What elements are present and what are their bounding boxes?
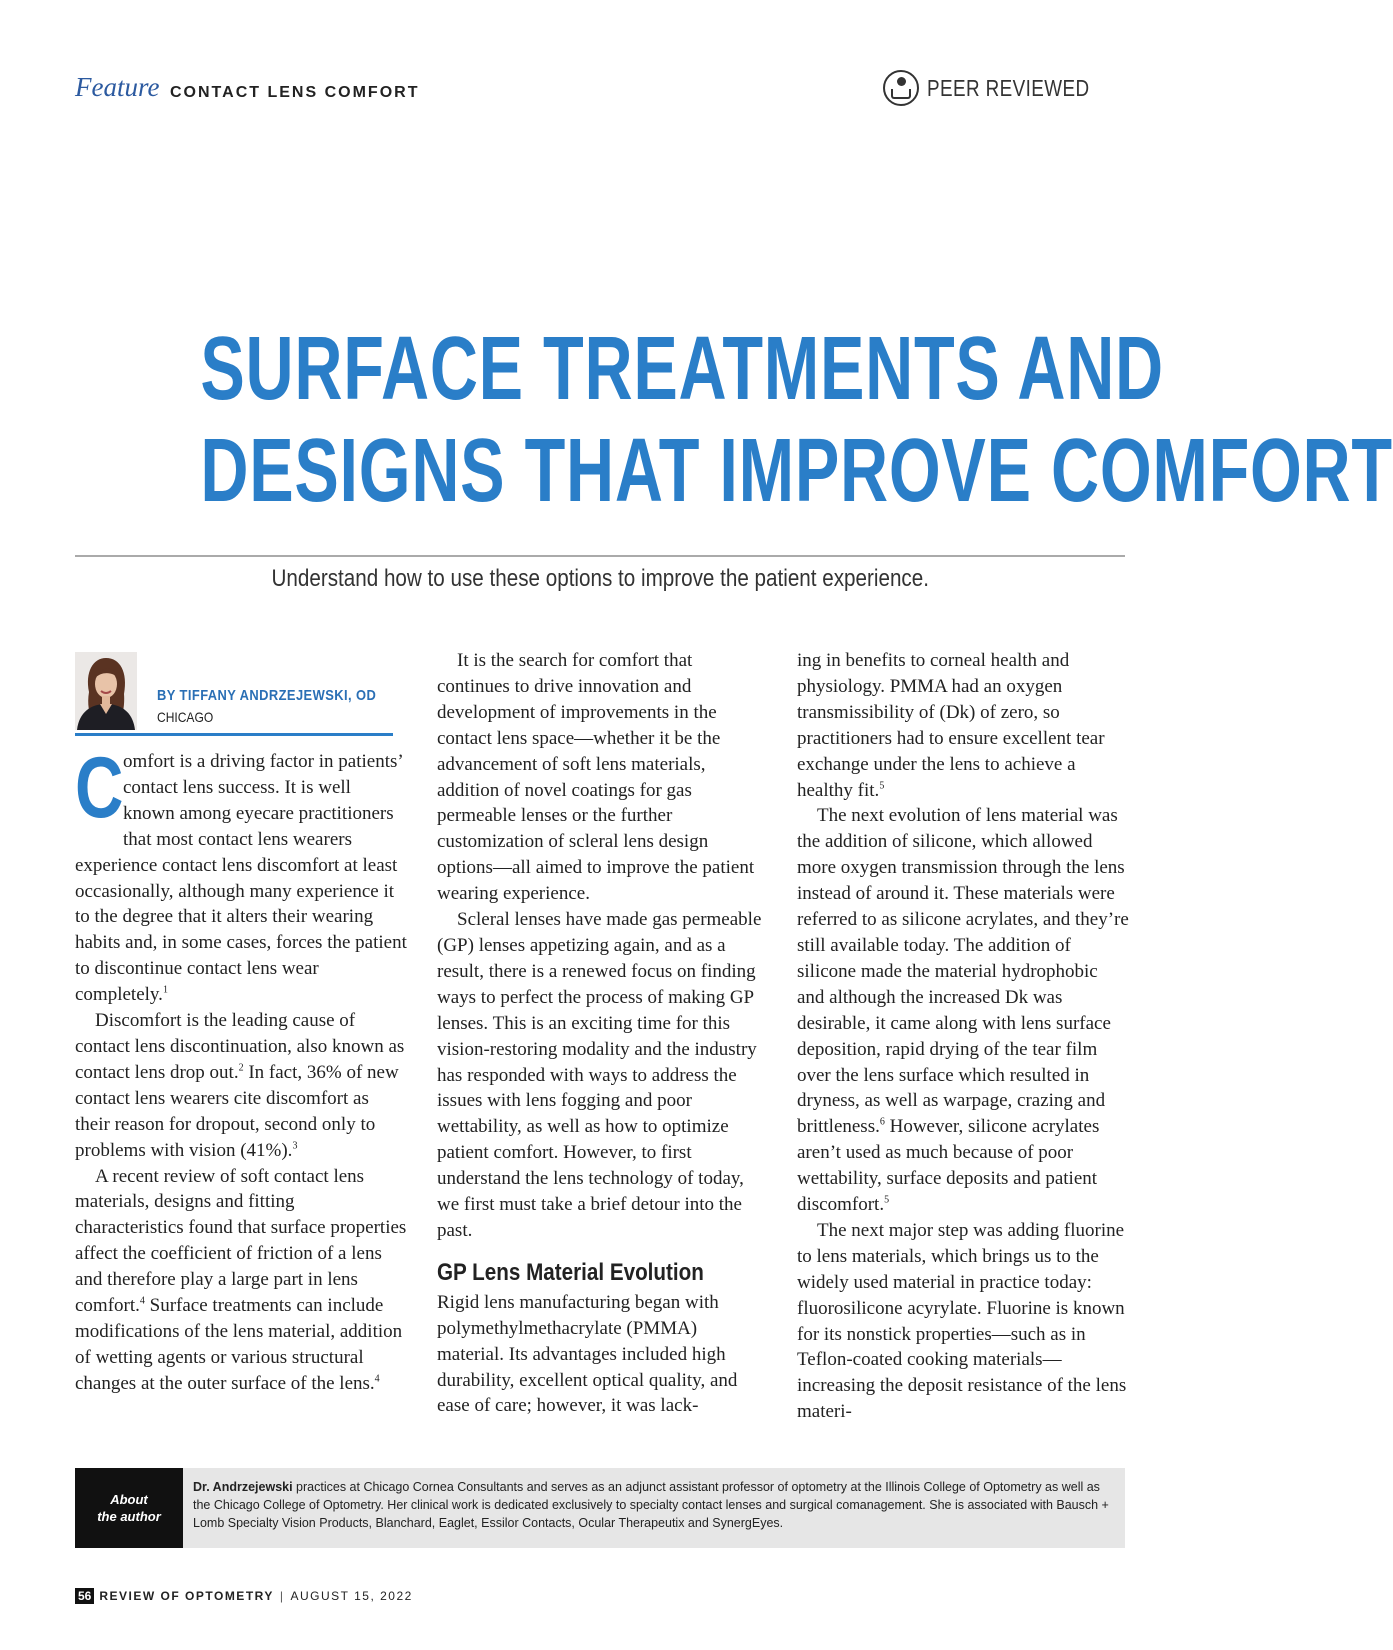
paragraph-text: Discomfort is the leading cause of contact lens discontinuation, also known as contact lens drop out.	[75, 1010, 405, 1083]
citation: 3	[292, 1140, 298, 1152]
section-heading: GP Lens Material Evolution	[437, 1258, 704, 1286]
article-paragraph: It is the search for comfort that continues to drive innovation and development of improvements in the contact lens space—whether it be the advancement of soft lens materials, addition of novel coatings for gas permeable lenses or the further customization of scleral lens design options—all aimed to improve the patient wearing experience.	[437, 650, 755, 905]
article-title-line-2: DESIGNS THAT IMPROVE COMFORT	[200, 421, 1393, 521]
author-photo	[75, 652, 137, 730]
footer-separator: |	[279, 1589, 285, 1603]
article-paragraph	[75, 740, 407, 1008]
citation: 5	[884, 1194, 890, 1206]
author-name: BY TIFFANY ANDRZEJEWSKI, OD	[157, 687, 377, 704]
paragraph-text: omfort is a driving factor in patients’ contact lens success. It is well known among eyecare practitioners that most contact lens wearers experience contact lens discomfort at least occasionally, although many experience it to the degree that it alters their wearing habits and, in some cases, forces the patient to discontinue contact lens wear completely.	[75, 751, 407, 1006]
peer-reviewed-icon	[883, 70, 919, 106]
paragraph-text: ing in benefits to corneal health and physiology. PMMA had an oxygen transmissibility of (Dk) of zero, so practitioners had to ensure excellent tear exchange under the lens to achieve a healthy fit.	[797, 650, 1105, 801]
about-tag-line-2: the author	[97, 1509, 161, 1524]
article-paragraph: Scleral lenses have made gas permeable (GP) lenses appetizing again, and as a result, there is a renewed focus on finding ways to perfect the process of making GP lenses. This is an exciting time for this vision-restoring modality and the industry has responded with ways to address the issues with lens fogging and poor wettability, as well as how to optimize patient comfort. However, to first understand the lens technology of today, we first must take a brief detour into the past.	[437, 909, 762, 1241]
issue-date: AUGUST 15, 2022	[290, 1589, 413, 1603]
citation: 4	[374, 1373, 380, 1385]
about-the-author-tag	[75, 1468, 183, 1548]
page-footer	[75, 1588, 413, 1604]
page-number: 56	[75, 1588, 94, 1604]
about-tag-line-1: About	[110, 1492, 148, 1507]
page-header	[75, 70, 1125, 110]
author-location: CHICAGO	[157, 709, 214, 725]
about-the-author-box	[75, 1468, 1125, 1548]
article-paragraph	[797, 803, 1129, 1218]
paragraph-text: However, silicone acrylates aren’t used as much because of poor wettability, surface deposits and patient discomfort.	[797, 1116, 1100, 1216]
article-subtitle-text: Understand how to use these options to improve the patient experience.	[271, 565, 929, 592]
section-label: Feature	[75, 72, 160, 102]
title-divider	[75, 555, 1125, 557]
article-paragraph	[797, 648, 1129, 803]
citation: 1	[162, 984, 168, 996]
citation: 5	[879, 780, 885, 792]
paragraph-text: Surface treatments can include modifications of the lens material, addition of wetting agents or various structural changes at the outer surface of the lens.	[75, 1295, 403, 1394]
article-paragraph: The next major step was adding fluorine to lens materials, which brings us to the widely used material in practice today: fluorosilicone acyrylate. Fluorine is known for its nonstick properties—such as in Teflon-coated cooking materials—increasing the deposit resistance of the lens materi-	[797, 1219, 1127, 1423]
article-column-3	[797, 648, 1129, 1425]
byline-divider	[75, 733, 393, 736]
about-the-author-text	[193, 1478, 1113, 1532]
article-paragraph: Rigid lens manufacturing began with polymethylmethacrylate (PMMA) material. Its advantages included high durability, excellent optical quality, and ease of care; however, it was lack-	[437, 1291, 738, 1417]
peer-reviewed-label: PEER REVIEWED	[926, 74, 1090, 101]
paragraph-text: A recent review of soft contact lens materials, designs and fitting characteristics found that surface properties affect the coefficient of friction of a lens and therefore play a large part in lens comfort.	[75, 1165, 407, 1317]
journal-name: REVIEW OF OPTOMETRY	[99, 1589, 274, 1603]
paragraph-text: The next evolution of lens material was the addition of silicone, which allowed more oxygen transmission through the lens instead of around it. These materials were referred to as silicone acrylates, and they’re still available today. The addition of silicone made the material hydrophobic and although the increased Dk was desirable, it came along with lens surface deposition, rapid drying of the tear film over the lens surface which resulted in dryness, as well as warpage, crazing and brittleness.	[797, 805, 1129, 1138]
article-paragraph	[75, 1164, 407, 1397]
article-column-2	[437, 648, 767, 1419]
paragraph-text: In fact, 36% of new contact lens wearers cite discomfort as their reason for dropout, second only to problems with vision (41%).	[75, 1061, 399, 1161]
citation: 4	[139, 1295, 145, 1307]
drop-cap: C	[75, 740, 124, 836]
citation: 6	[879, 1116, 885, 1128]
article-column-1	[75, 740, 407, 1397]
article-subtitle	[75, 565, 1125, 593]
section-topic: CONTACT LENS COMFORT	[170, 84, 420, 101]
peer-reviewed-badge	[883, 70, 1125, 106]
article-paragraph	[75, 1008, 407, 1163]
citation: 2	[238, 1062, 244, 1074]
about-author-bio: practices at Chicago Cornea Consultants and serves as an adjunct assistant professor of optometry at the Illinois College of Optometry as well as the Chicago College of Optometry. Her clinical work is dedicated exclusively to specialty contact lenses and surgical comanagement. She is associated with Bausch + Lomb Specialty Vision Products, Blanchard, Eaglet, Essilor Contacts, Ocular Therapeutix and SynergEyes.	[193, 1480, 1109, 1530]
byline	[75, 652, 393, 734]
about-author-name: Dr. Andrzejewski	[193, 1480, 293, 1494]
article-title-line-1: SURFACE TREATMENTS AND	[200, 319, 1164, 419]
article-title	[60, 318, 1393, 522]
